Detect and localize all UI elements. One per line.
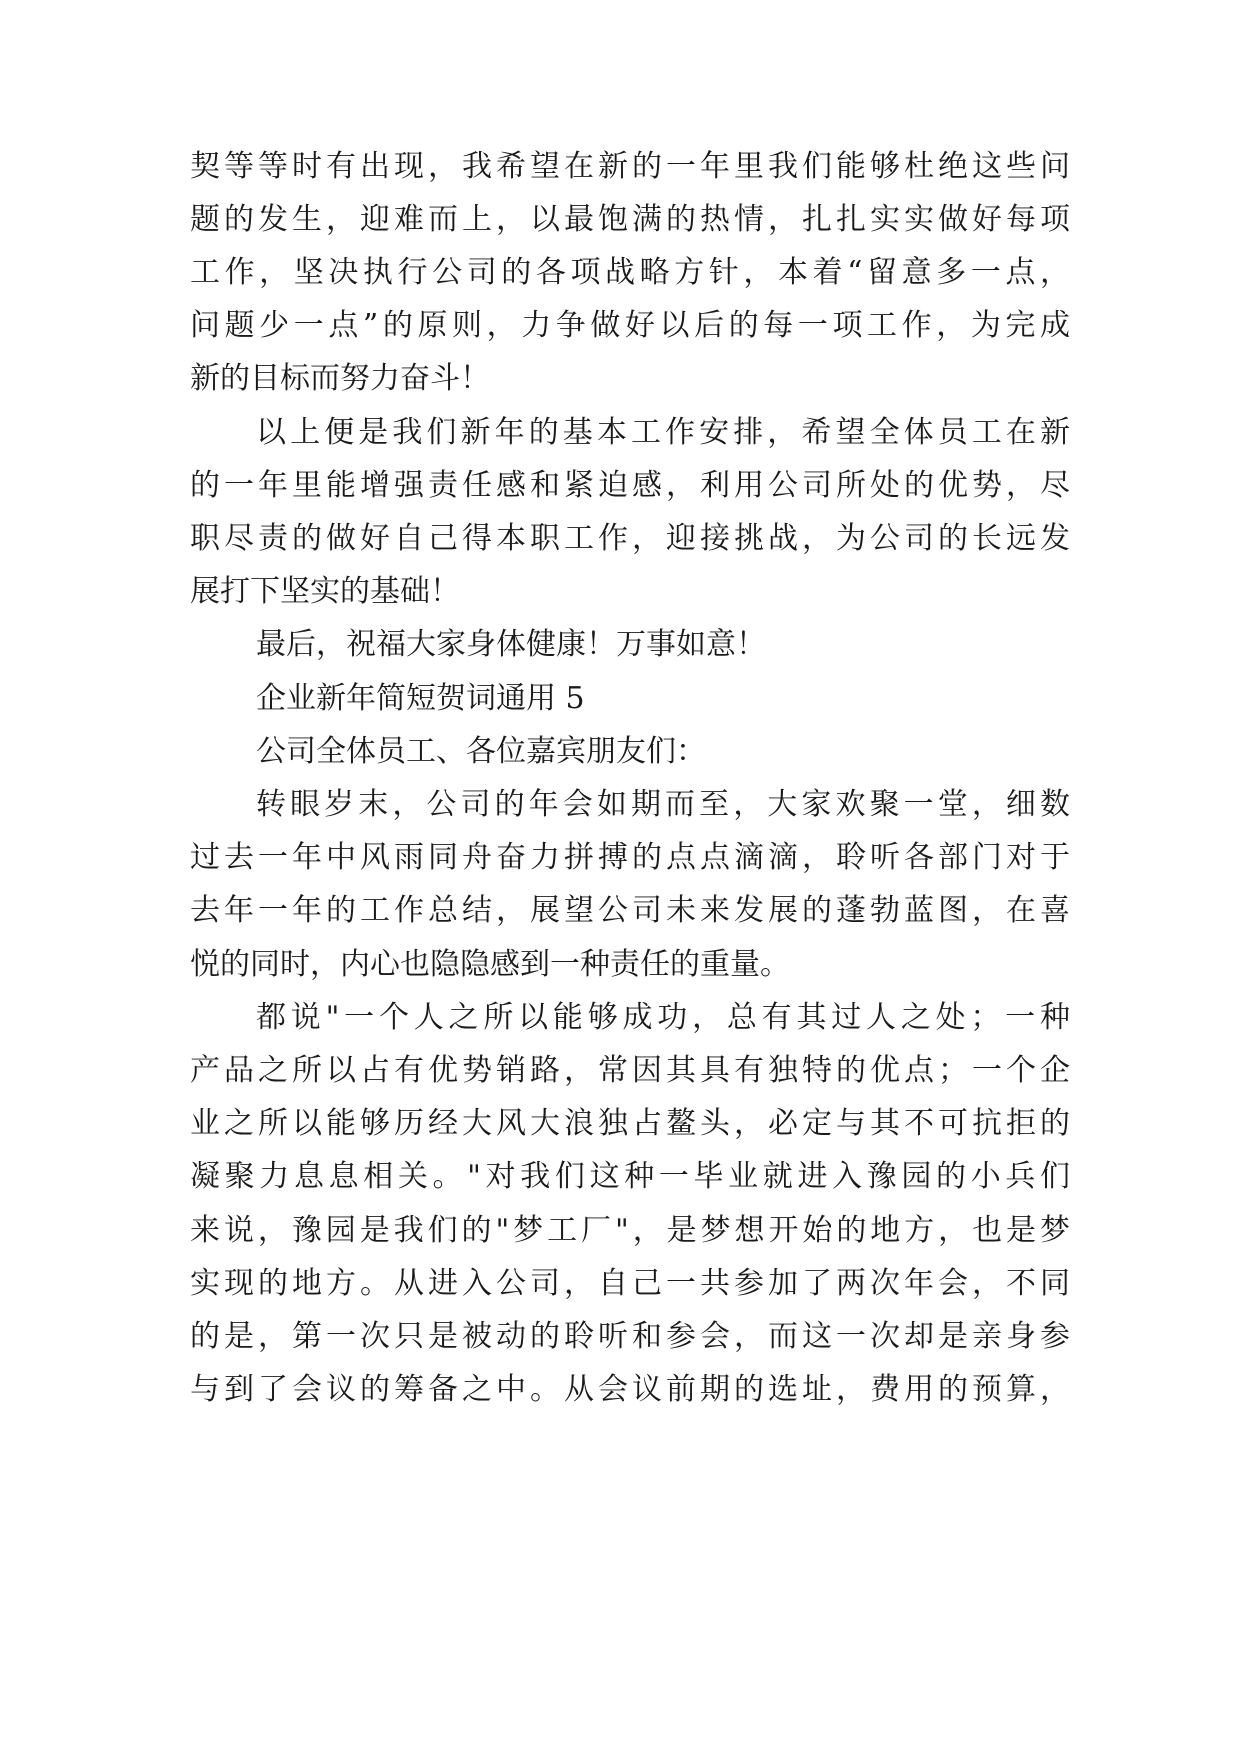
- text-line: 的是，第一次只是被动的聆听和参会，而这一次却是亲身参: [190, 1319, 1070, 1354]
- paragraph-first-line: 以上便是我们新年的基本工作安排，希望全体员工在新: [256, 415, 1070, 450]
- text-line: 问题少一点”的原则，力争做好以后的每一项工作，为完成: [190, 308, 1070, 343]
- text-line: 新的目标而努力奋斗！: [190, 361, 490, 396]
- text-line: 职尽责的做好自己得本职工作，迎接挑战，为公司的长远发: [190, 521, 1070, 556]
- text-line: 的一年里能增强责任感和紧迫感，利用公司所处的优势，尽: [190, 468, 1070, 503]
- text-line: 凝聚力息息相关。"对我们这种一毕业就进入豫园的小兵们: [190, 1159, 1070, 1194]
- closing-wishes: 最后，祝福大家身体健康！万事如意！: [256, 627, 766, 662]
- text-line: 悦的同时，内心也隐隐感到一种责任的重量。: [190, 947, 790, 982]
- paragraph-first-line: 都说"一个人之所以能够成功，总有其过人之处；一种: [256, 1000, 1070, 1035]
- text-line: 契等等时有出现，我希望在新的一年里我们能够杜绝这些问: [190, 149, 1070, 184]
- text-line: 产品之所以占有优势销路，常因其具有独特的优点；一个企: [190, 1053, 1070, 1088]
- section-title: 企业新年简短贺词通用 5: [256, 681, 585, 716]
- text-line: 题的发生，迎难而上，以最饱满的热情，扎扎实实做好每项: [190, 202, 1070, 237]
- text-line: 展打下坚实的基础！: [190, 574, 460, 609]
- text-line: 与到了会议的筹备之中。从会议前期的选址，费用的预算，: [190, 1372, 1070, 1407]
- salutation: 公司全体员工、各位嘉宾朋友们：: [256, 734, 706, 769]
- paragraph-first-line: 转眼岁末，公司的年会如期而至，大家欢聚一堂，细数: [256, 787, 1070, 822]
- text-line: 业之所以能够历经大风大浪独占鳌头，必定与其不可抗拒的: [190, 1106, 1070, 1141]
- text-line: 工作，坚决执行公司的各项战略方针，本着“留意多一点，: [190, 255, 1070, 290]
- text-line: 去年一年的工作总结，展望公司未来发展的蓬勃蓝图，在喜: [190, 893, 1070, 928]
- text-line: 过去一年中风雨同舟奋力拼搏的点点滴滴，聆听各部门对于: [190, 840, 1070, 875]
- text-line: 来说，豫园是我们的"梦工厂"，是梦想开始的地方，也是梦: [190, 1213, 1070, 1248]
- text-line: 实现的地方。从进入公司，自己一共参加了两次年会，不同: [190, 1266, 1070, 1301]
